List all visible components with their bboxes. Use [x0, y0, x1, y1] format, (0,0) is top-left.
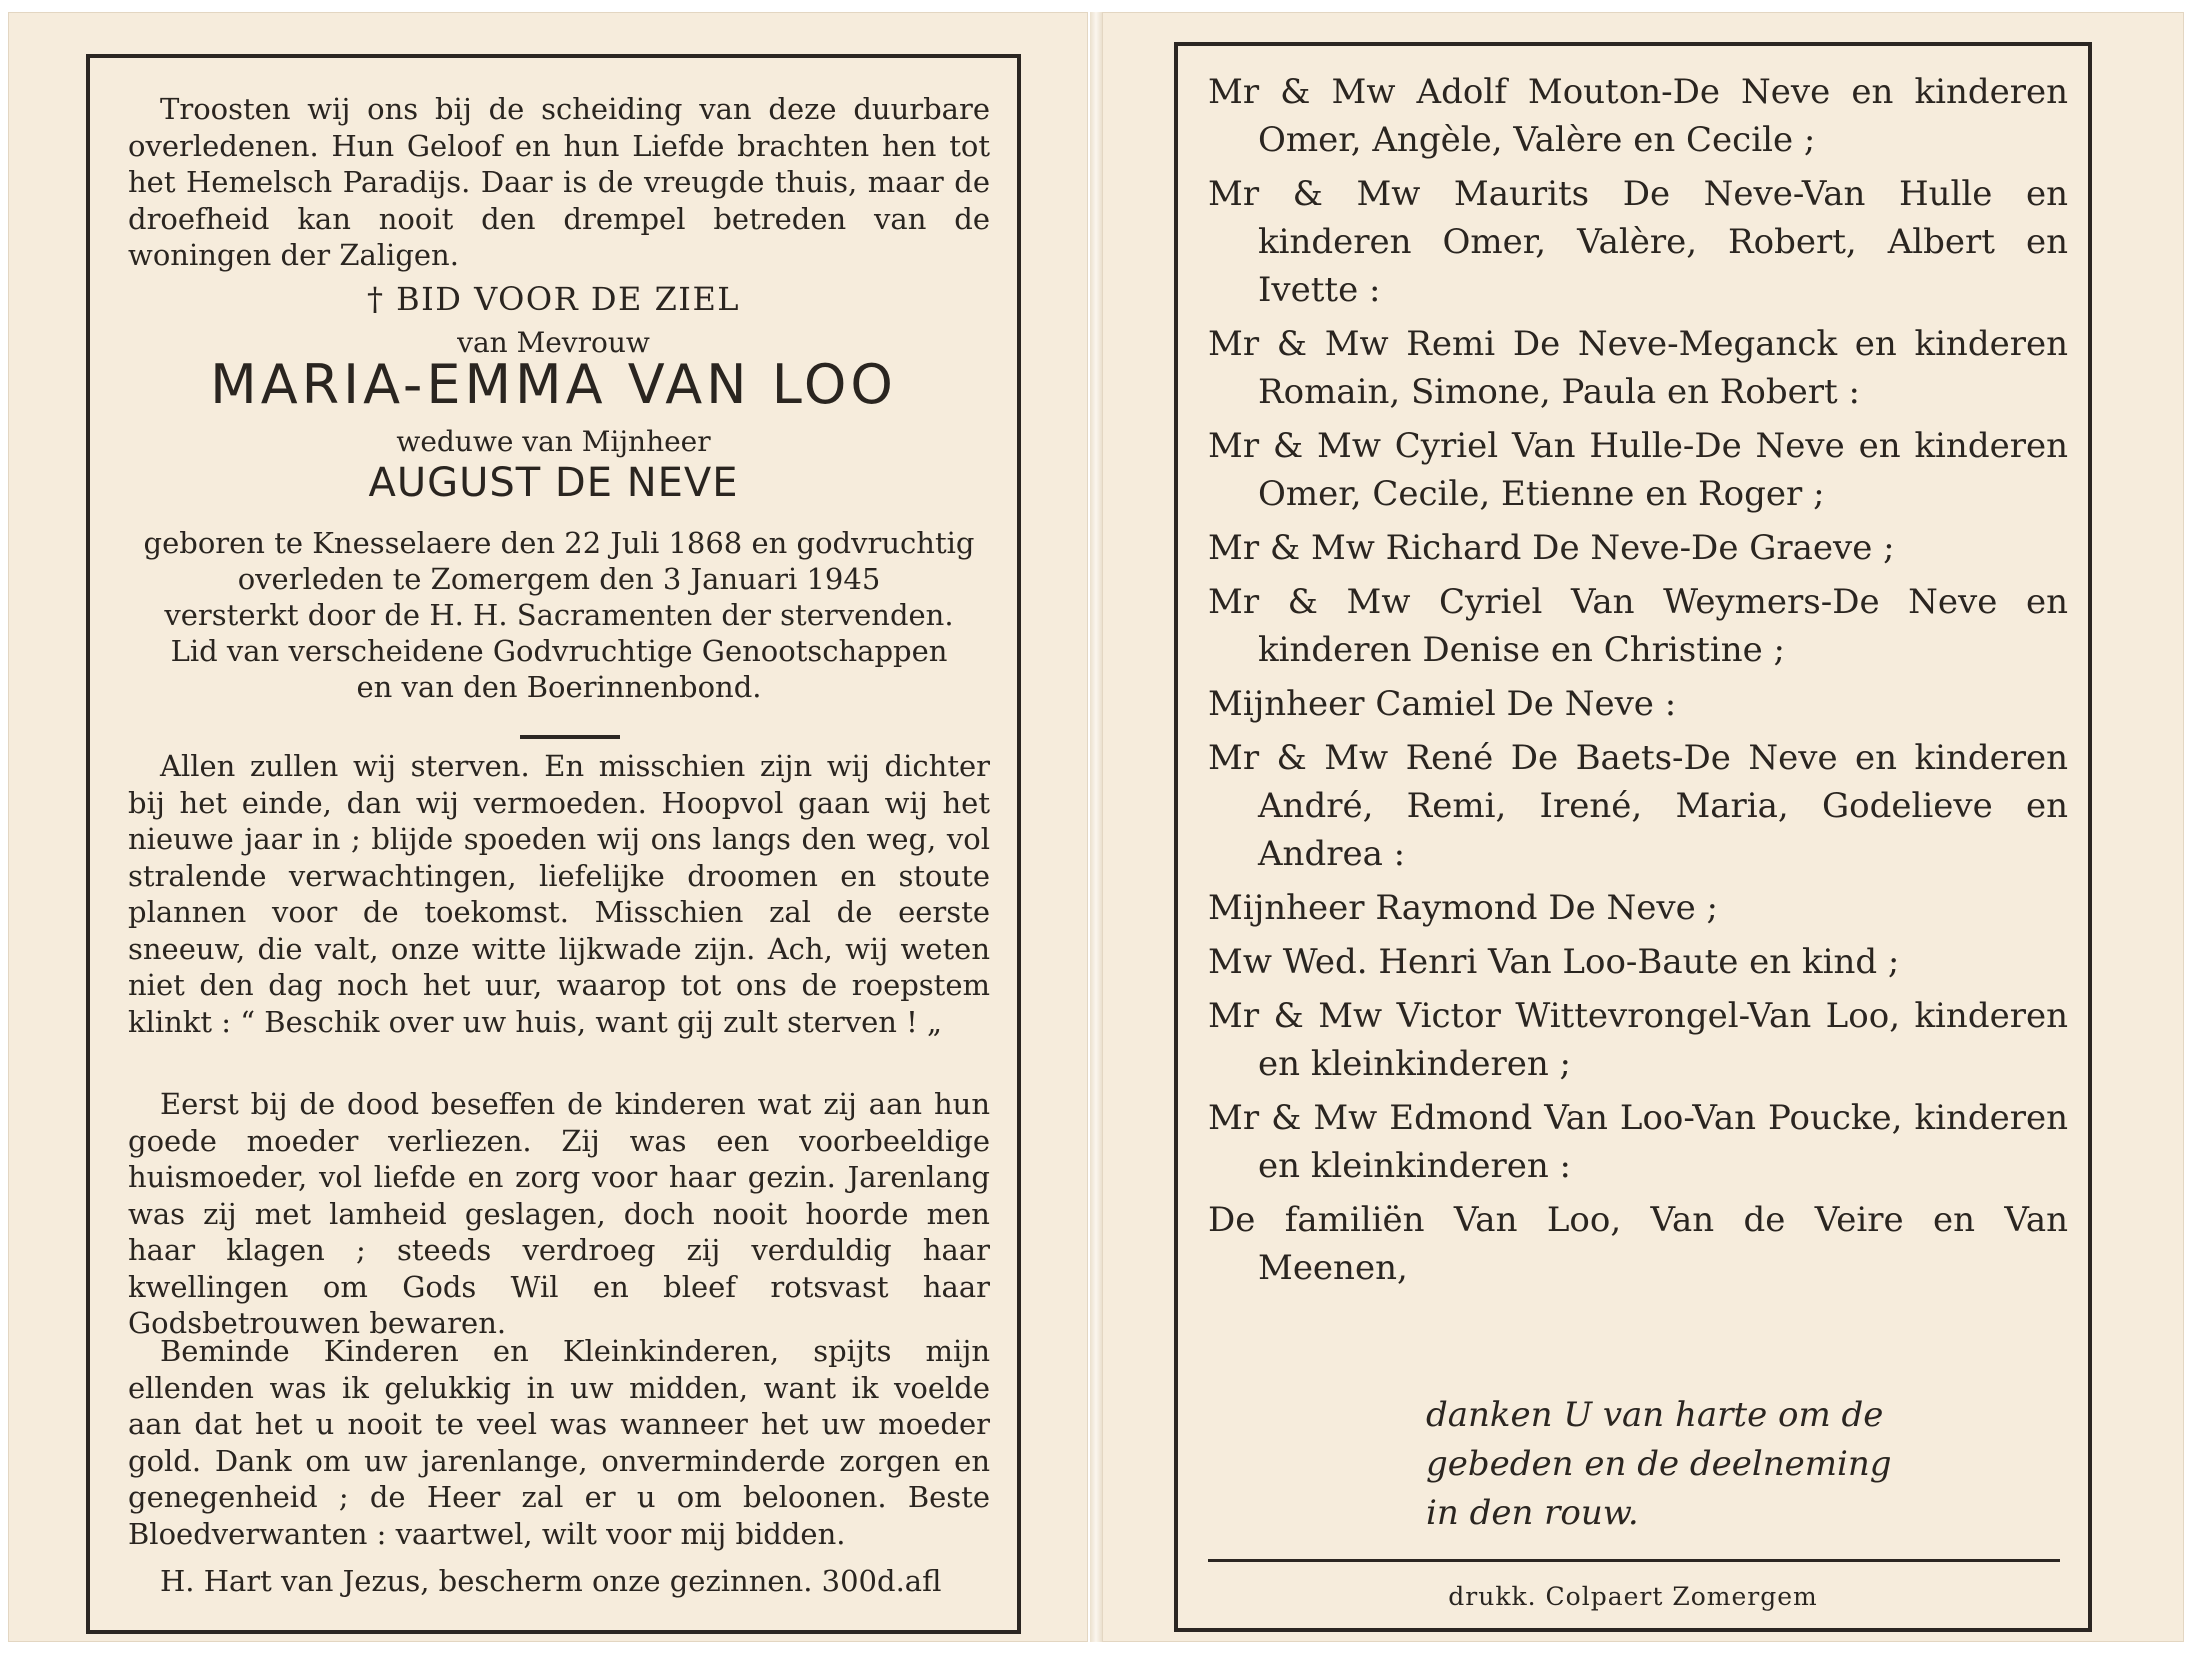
family-entry: Mijnheer Raymond De Neve ; [1208, 888, 1719, 928]
family-entry: Mr & Mw Cyriel Van Weymers-De Neve en kinderen Denise en Christine ; [1208, 582, 2068, 670]
intro-paragraph: Troosten wij ons bij de scheiding van deze duurbare overledenen. Hun Geloof en hun Liefde brachten hen tot het Hemelsch Paradijs. Daar is de vreugde thuis, maar de droefheid kan nooit den drempel betreden van de woningen der Zaligen. [128, 92, 990, 272]
card-fold [1090, 12, 1102, 1642]
family-entry: Mr & Mw Remi De Neve-Meganck en kinderen Romain, Simone, Paula en Robert : [1208, 324, 2068, 412]
paragraph-kinderen: Beminde Kinderen en Kleinkinderen, spijts mijn ellenden was ik gelukkig in uw midden, want ik voelde aan dat het u nooit te veel was wanneer het uw moeder gold. Dank om uw jarenlange, onverminderde zorgen en genegenheid ; de Heer zal er u om beloonen. Beste Bloedverwanten : vaartwel, wilt voor mij bidden. [128, 1334, 990, 1551]
bid-heading: † BID VOOR DE ZIEL [366, 280, 741, 318]
thanks-line: in den rouw. [1426, 1493, 1639, 1533]
date-line: overleden te Zomergem den 3 Januari 1945 [237, 562, 881, 596]
date-line: versterkt door de H. H. Sacramenten der stervenden. [164, 598, 954, 632]
left-page-frame [86, 54, 1021, 1634]
left-page [8, 12, 1088, 1642]
closing-prayer: H. Hart van Jezus, bescherm onze gezinnen. 300d.afl [160, 1564, 942, 1598]
printer-credit: drukk. Colpaert Zomergem [1448, 1582, 1818, 1611]
dates-block [128, 525, 990, 705]
family-entry: Mw Wed. Henri Van Loo-Baute en kind ; [1208, 942, 1900, 982]
family-entry: De familiën Van Loo, Van de Veire en Van Meenen, [1208, 1200, 2068, 1288]
family-entry: Mr & Mw Adolf Mouton-De Neve en kinderen Omer, Angèle, Valère en Cecile ; [1208, 72, 2068, 160]
family-entry: Mr & Mw Edmond Van Loo-Van Poucke, kinderen en kleinkinderen : [1208, 1098, 2068, 1186]
family-entry: Mr & Mw Richard De Neve-De Graeve ; [1208, 528, 1895, 568]
thanks-line: gebeden en de deelneming [1426, 1444, 1892, 1484]
family-entry: Mr & Mw Maurits De Neve-Van Hulle en kinderen Omer, Valère, Robert, Albert en Ivette : [1208, 174, 2068, 310]
family-entry: Mr & Mw René De Baets-De Neve en kinderen André, Remi, Irené, Maria, Godelieve en Andrea : [1208, 738, 2068, 874]
right-page-frame [1174, 42, 2092, 1632]
paragraph-moeder: Eerst bij de dood beseffen de kinderen wat zij aan hun goede moeder verliezen. Zij was een voorbeeldige huismoeder, vol liefde en zorg voor haar gezin. Jarenlang was zij met lamheid geslagen, doch nooit hoorde men haar klagen ; steeds verdroeg zij verduldig haar kwellingen om Gods Wil en bleef rotsvast haar Godsbetrouwen bewaren. [128, 1087, 990, 1340]
thanks-block [1426, 1391, 1892, 1538]
date-line: en van den Boerinnenbond. [356, 670, 762, 704]
husband-name: AUGUST DE NEVE [368, 460, 739, 506]
date-line: Lid van verscheidene Godvruchtige Genootschappen [170, 634, 948, 668]
van-mevrouw-line: van Mevrouw [457, 326, 650, 359]
date-line: geboren te Knesselaere den 22 Juli 1868 en godvruchtig [143, 526, 975, 560]
paragraph-sterven: Allen zullen wij sterven. En misschien zijn wij dichter bij het einde, dan wij vermoeden. Hoopvol gaan wij het nieuwe jaar in ; blijde spoeden wij ons langs den weg, vol stralende verwachtingen, liefelijke droomen en stoute plannen voor de toekomst. Misschien zal de eerste sneeuw, die valt, onze witte lijkwade zijn. Ach, wij weten niet den dag noch het uur, waarop tot ons de roepstem klinkt : “ Beschik over uw huis, want gij zult sterven ! „ [128, 749, 990, 1039]
deceased-name: MARIA-EMMA VAN LOO [210, 353, 897, 416]
separator-rule [520, 735, 620, 739]
right-page [1102, 12, 2184, 1642]
family-entry: Mr & Mw Cyriel Van Hulle-De Neve en kinderen Omer, Cecile, Etienne en Roger ; [1208, 426, 2068, 514]
family-entry: Mijnheer Camiel De Neve : [1208, 684, 1677, 724]
family-entry: Mr & Mw Victor Wittevrongel-Van Loo, kinderen en kleinkinderen ; [1208, 996, 2068, 1084]
weduwe-line: weduwe van Mijnheer [396, 425, 711, 458]
thanks-line: danken U van harte om de [1426, 1395, 1884, 1435]
family-list [1208, 68, 2068, 1298]
footer-rule [1208, 1559, 2060, 1562]
